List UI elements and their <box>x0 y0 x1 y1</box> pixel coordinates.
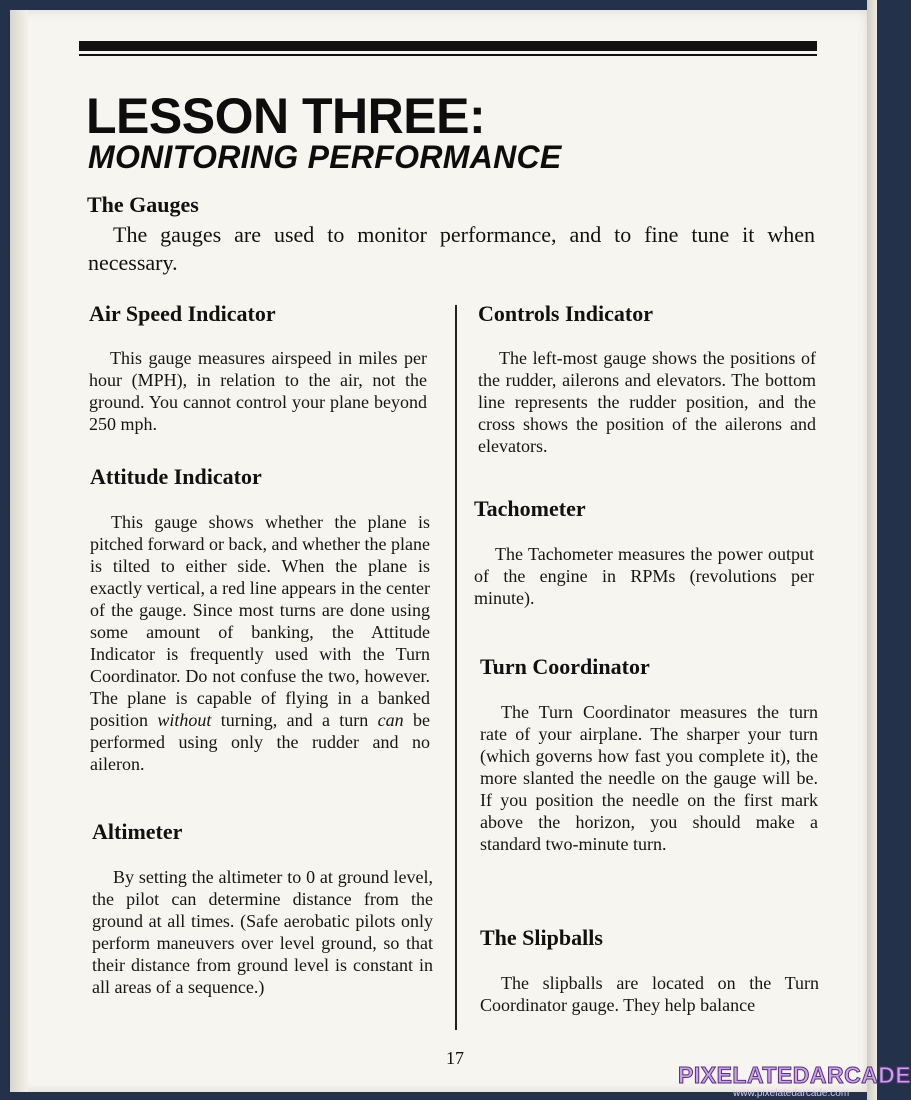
section-body: The Tachometer measures the power output of the engine in RPMs (revolutions per minute). <box>474 544 814 608</box>
watermark-logo: PIXELATEDARCADE <box>678 1062 911 1088</box>
section-turn-coordinator <box>480 653 818 855</box>
section-controls-indicator <box>478 300 816 457</box>
section-body: The Turn Coordinator measures the turn rate of your airplane. The sharper your turn (which governs how fast you complete it), the more slanted the needle on the gauge will be. If you position the needle on the first mark above the horizon, you should make a standard two-minute turn. <box>480 702 818 854</box>
lesson-subtitle: MONITORING PERFORMANCE <box>88 139 562 175</box>
header-rule-thick <box>79 41 817 51</box>
section-body: The left-most gauge shows the positions of the rudder, ailerons and elevators. The bottom line represents the rudder position, and the cross shows the position of the ailerons and elevators. <box>478 348 816 456</box>
section-heading: Air Speed Indicator <box>89 301 276 326</box>
section-heading: Controls Indicator <box>478 301 653 326</box>
emphasis-can: can <box>377 710 404 730</box>
section-heading: Attitude Indicator <box>90 464 262 489</box>
section-heading: Tachometer <box>474 496 586 521</box>
section-body: The slipballs are located on the Turn Coordinator gauge. They help balance <box>480 973 819 1015</box>
section-body: By setting the altimeter to 0 at ground level, the pilot can determine distance from the ground at all times. (Safe aerobatic pilots only perform maneuvers over level ground, so that their distance from ground level is constant in all areas of a sequence.) <box>92 867 433 997</box>
page-number: 17 <box>446 1048 464 1068</box>
gauges-intro-text: The gauges are used to monitor performance, and to fine tune it when necessary. <box>88 222 815 275</box>
section-heading: The Slipballs <box>480 925 603 950</box>
body-text: This gauge shows whether the plane is pitched forward or back, and whether the plane is tilted to either side. When the plane is exactly vertical, a red line appears in the center of the gauge. Since most turns are done using some amount of banking, the Attitude Indicator is frequently used with the Turn Coordinator. Do not confuse the two, however. The plane is capable of flying in a banked position <box>90 512 430 730</box>
binding-edge <box>867 0 877 1100</box>
column-divider <box>455 305 457 1030</box>
body-text: turning, and a turn <box>220 710 369 730</box>
section-body: This gauge measures airspeed in miles per hour (MPH), in relation to the air, not the ground. You cannot control your plane beyond 250 mph. <box>89 348 427 434</box>
section-heading: Altimeter <box>92 819 183 844</box>
watermark-url: www.pixelatedarcade.com <box>733 1088 850 1099</box>
lesson-title: LESSON THREE: <box>86 88 486 144</box>
section-body <box>90 511 430 775</box>
gauges-heading: The Gauges <box>87 192 199 217</box>
section-altimeter <box>92 818 433 998</box>
section-attitude-indicator <box>90 463 430 775</box>
section-air-speed-indicator <box>89 300 427 435</box>
section-tachometer <box>474 495 814 609</box>
header-rule-thin <box>79 54 817 56</box>
body-text: be performed using only the rudder and no aileron. <box>90 710 431 774</box>
page-stack-edge <box>10 10 28 1092</box>
section-slipballs <box>480 924 819 1016</box>
emphasis-without: without <box>157 710 212 730</box>
section-heading: Turn Coordinator <box>480 654 650 679</box>
